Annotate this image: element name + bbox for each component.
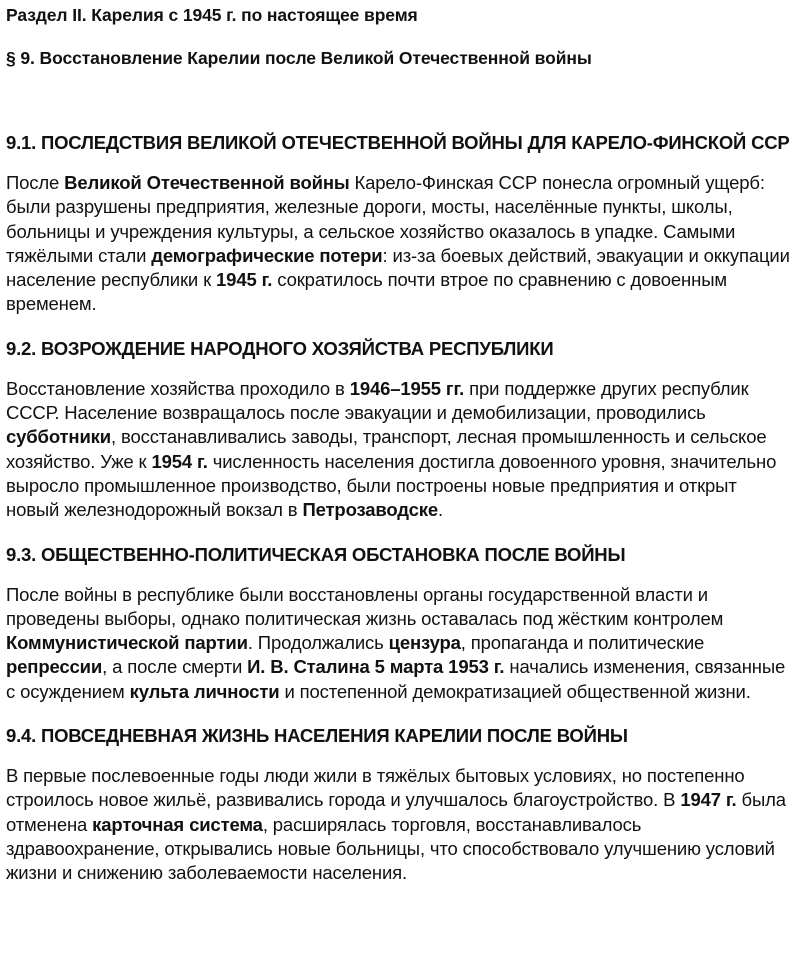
section-heading-9-1: 9.1. ПОСЛЕДСТВИЯ ВЕЛИКОЙ ОТЕЧЕСТВЕННОЙ ВОЙНЫ ДЛЯ КАРЕЛО-ФИНСКОЙ ССР (6, 132, 790, 153)
text-run: при поддержке других республик СССР. Население возвращалось после эвакуации и демобилизации, проводились (6, 377, 749, 424)
bold-term: цензура (388, 632, 461, 654)
text-run: , а после смерти (102, 656, 248, 678)
bold-term: субботники (6, 426, 112, 448)
section-text-9-2 (6, 377, 794, 523)
text-run: : из-за боевых действий, эвакуации и оккупации население республики к (6, 244, 790, 291)
bold-term: Петрозаводске (302, 499, 439, 521)
text-run: Карело-Финская ССР понесла огромный ущерб: были разрушены предприятия, железные дороги, мосты, населённые пункты, школы, больницы и учреждения культуры, а сельское хозяйство оказалось в упадке. Самыми тяжёлыми стали (6, 172, 765, 266)
bold-term: 1954 г. (151, 450, 208, 472)
section-text-9-1 (6, 171, 794, 317)
text-run: , пропаганда и политические (460, 632, 705, 654)
bold-term: карточная система (92, 813, 263, 835)
text-run: После войны в республике были восстановлены органы государственной власти и проведены выборы, однако политическая жизнь оставалась под жёстким контролем (6, 583, 724, 629)
text-run: численность населения достигла довоенного уровня, значительно выросло промышленное производство, были построены новые предприятия и открыт новый железнодорожный вокзал в (6, 450, 777, 521)
text-run: была отменена (6, 789, 786, 835)
bold-term: репрессии (6, 656, 103, 678)
paragraph-title: § 9. Восстановление Карелии после Великой Отечественной войны (6, 48, 592, 68)
text-run: сократилось почти втрое по сравнению с довоенным временем. (6, 269, 727, 315)
bold-term: 1946–1955 гг. (349, 377, 465, 399)
part-title: Раздел II. Карелия с 1945 г. по настоящее время (6, 5, 418, 25)
bold-term: И. В. Сталина 5 марта 1953 г. (247, 656, 505, 678)
text-run: В первые послевоенные годы люди жили в тяжёлых бытовых условиях, но постепенно строилось новое жильё, развивались города и улучшалось благоустройство. В (6, 765, 745, 811)
text-run: начались изменения, связанные с осуждением (6, 656, 786, 702)
text-run: . Продолжались (247, 632, 389, 654)
section-heading-9-3: 9.3. ОБЩЕСТВЕННО-ПОЛИТИЧЕСКАЯ ОБСТАНОВКА ПОСЛЕ ВОЙНЫ (6, 543, 626, 565)
bold-term: Коммунистической партии (6, 632, 248, 654)
bold-term: культа личности (129, 680, 280, 702)
bold-term: 1947 г. (680, 789, 737, 811)
text-run: Восстановление хозяйства проходило в (6, 377, 350, 399)
text-run: . (438, 499, 444, 521)
section-heading-9-4: 9.4. ПОВСЕДНЕВНАЯ ЖИЗНЬ НАСЕЛЕНИЯ КАРЕЛИИ ПОСЛЕ ВОЙНЫ (6, 725, 628, 747)
text-run: , расширялась торговля, восстанавливалось здравоохранение, открывались новые больницы, что способствовало улучшению условий жизни и снижению заболеваемости населения. (6, 813, 775, 884)
text-run: и постепенной демократизацией общественной жизни. (279, 680, 751, 702)
section-heading-9-2: 9.2. ВОЗРОЖДЕНИЕ НАРОДНОГО ХОЗЯЙСТВА РЕСПУБЛИКИ (6, 337, 554, 359)
bold-term: демографические потери (151, 244, 383, 266)
bold-term: 1945 г. (216, 269, 273, 291)
document-page (0, 4, 800, 886)
section-text-9-4 (6, 764, 794, 885)
text-run: После (6, 172, 65, 193)
bold-term: Великой Отечественной войны (64, 172, 350, 193)
text-run: , восстанавливались заводы, транспорт, лесная промышленность и сельское хозяйство. Уже к (6, 426, 767, 472)
section-text-9-3 (6, 583, 794, 704)
